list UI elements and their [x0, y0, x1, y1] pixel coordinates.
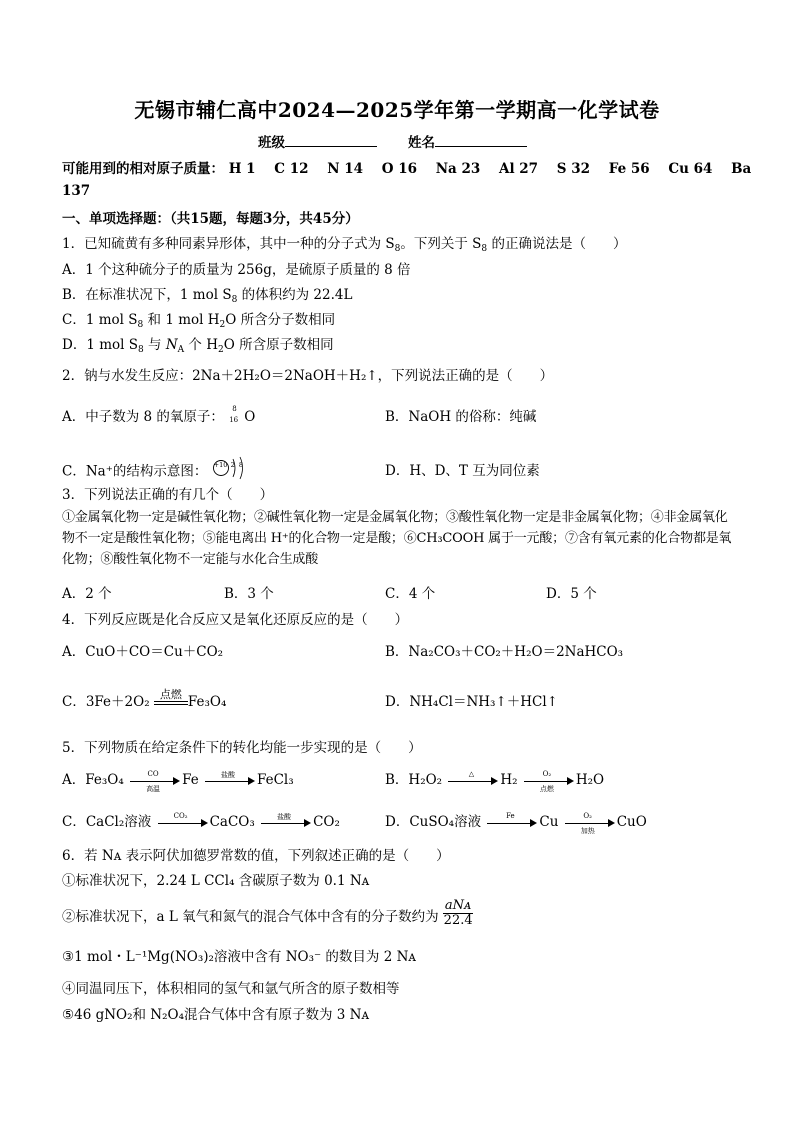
- equals-with-condition: [154, 687, 188, 710]
- subscript: 8: [481, 244, 488, 254]
- q6-statement-4: ④同温同压下，体积相同的氢气和氩气所含的原子数相等: [62, 981, 400, 997]
- mass-item: S 32: [556, 161, 591, 177]
- mass-item: C 12: [274, 161, 309, 177]
- q5-stem: 5．下列物质在给定条件下的转化均能一步实现的是（ ）: [62, 740, 422, 756]
- option-text: 和 1 mol H: [143, 312, 220, 328]
- class-field: [258, 131, 377, 151]
- q2-option-d[interactable]: D．H、D、T 互为同位素: [385, 463, 540, 479]
- species: D．CuSO₄溶液: [385, 814, 482, 830]
- reaction-arrow: [158, 811, 208, 830]
- option-text: C．Na⁺的结构示意图：: [62, 463, 208, 480]
- nuclide-notation: [228, 404, 244, 428]
- q4-option-d[interactable]: D．NH₄Cl＝NH₃↑＋HCl↑: [385, 694, 559, 710]
- name-label: 姓名: [408, 135, 435, 151]
- species: H₂: [500, 772, 518, 788]
- name-blank[interactable]: [435, 133, 527, 147]
- arrow-condition: 盐酸: [220, 770, 235, 779]
- q4-option-b[interactable]: B．Na₂CO₃＋CO₂＋H₂O＝2NaHCO₃: [385, 644, 624, 660]
- q6-statement-1: ①标准状况下，2.24 L CCl₄ 含碳原子数为 0.1 Nᴀ: [62, 873, 370, 889]
- mass-item: O 16: [381, 161, 417, 177]
- subscript: 8: [231, 295, 238, 305]
- masses-label: 可能用到的相对原子质量：: [62, 161, 224, 177]
- q1-option-c[interactable]: [62, 308, 335, 330]
- subscript: 8: [137, 320, 144, 330]
- mass-item: H 1: [228, 161, 256, 177]
- q5-option-b[interactable]: [385, 768, 605, 793]
- species: CaCO₃: [209, 814, 255, 830]
- section-heading: 一、单项选择题：（共15题，每题3分，共45分）: [62, 211, 359, 227]
- q2-option-a[interactable]: [62, 405, 255, 428]
- q3-option-a[interactable]: A．2 个: [62, 586, 112, 602]
- species: A．Fe₃O₄: [62, 772, 124, 788]
- nucleus-charge: +10: [213, 461, 228, 469]
- q3-stem: 3．下列说法正确的有几个（ ）: [62, 487, 274, 503]
- avogadro-symbol: N: [165, 337, 178, 353]
- fraction-denominator: 22.4: [443, 913, 473, 928]
- masses-cont: 137: [62, 183, 91, 199]
- arrow-condition: 加热: [580, 826, 595, 835]
- q1-stem-text: 1．已知硫黄有多种同素异形体，其中一种的分子式为 S: [62, 236, 395, 252]
- fraction: [443, 899, 473, 928]
- atomic-number: 16: [229, 415, 239, 424]
- species: Cu: [539, 814, 559, 830]
- arrow-condition: CO₂: [173, 811, 188, 820]
- option-text: Fe₃O₄: [187, 694, 227, 710]
- q5-option-d[interactable]: [385, 810, 647, 835]
- subscript: 2: [219, 320, 226, 330]
- option-text: O 所含原子数相同: [223, 337, 334, 353]
- species: FeCl₃: [256, 772, 294, 788]
- q1-stem-text: 的正确说法是（ ）: [487, 236, 627, 252]
- equals-line: [154, 701, 188, 702]
- reaction-arrow: [205, 770, 255, 788]
- mass-number: 8: [232, 404, 237, 413]
- option-text: 个 H: [184, 337, 218, 353]
- arrow-condition: O₂: [542, 769, 552, 778]
- option-text: C．3Fe＋2O₂: [62, 694, 150, 710]
- subscript: 2: [218, 345, 224, 355]
- q3-statements: ①金属氧化物一定是碱性氧化物；②碱性氧化物一定是金属氧化物；③酸性氧化物一定是非金属氧化物；④非金属氧化物不一定是酸性氧化物；⑤能电离出 H⁺的化合物一定是酸；⑥CH₃COOH 属于一元酸；⑦含有氧元素的化合物都是氧化物；⑧酸性氧化物不一定能与水化合生成酸: [62, 510, 732, 567]
- mass-item: Cu 64: [668, 161, 713, 177]
- q6-stem: 6．若 Nᴀ 表示阿伏加德罗常数的值，下列叙述正确的是（ ）: [62, 848, 450, 864]
- arrow-condition: △: [468, 769, 475, 778]
- reaction-arrow: [487, 811, 537, 830]
- species: CuO: [616, 814, 647, 830]
- mass-item: Na 23: [435, 161, 481, 177]
- species: Fe: [182, 772, 199, 788]
- exam-title: 无锡市辅仁高中2024—2025学年第一学期高一化学试卷: [134, 98, 660, 122]
- option-text: A．中子数为 8 的氧原子：: [62, 409, 224, 425]
- species: CO₂: [313, 814, 340, 830]
- option-text: 的体积约为 22.4L: [237, 287, 353, 303]
- q1-stem: [62, 232, 626, 254]
- q4-stem: 4．下列反应既是化合反应又是氧化还原反应的是（ ）: [62, 612, 409, 628]
- reaction-arrow: [130, 769, 180, 793]
- q2-stem: 2．钠与水发生反应：2Na＋2H₂O＝2NaOH＋H₂↑，下列说法正确的是（ ）: [62, 368, 554, 384]
- name-field: [408, 131, 527, 151]
- q6-statement-5: ⑤46 gNO₂和 N₂O₄混合气体中含有原子数为 3 Nᴀ: [62, 1007, 370, 1023]
- arrow-condition: 盐酸: [277, 812, 292, 821]
- reaction-condition: 点燃: [159, 687, 182, 701]
- class-blank[interactable]: [285, 133, 377, 147]
- species: H₂O: [575, 772, 605, 788]
- q5-option-a[interactable]: [62, 768, 294, 793]
- arrow-condition: 高温: [146, 784, 161, 793]
- statement-text: ②标准状况下，a L 氧气和氮气的混合气体中含有的分子数约为: [62, 909, 439, 925]
- subscript: 8: [394, 244, 401, 254]
- reaction-arrow: [565, 811, 615, 835]
- equals-line: [154, 704, 188, 705]
- mass-item: N 14: [327, 161, 364, 177]
- arrow-condition: 点燃: [539, 784, 554, 793]
- fraction-numerator: aNᴀ: [444, 898, 472, 913]
- q2-option-b[interactable]: B．NaOH 的俗称：纯碱: [385, 409, 537, 425]
- reaction-arrow: [448, 769, 498, 788]
- atomic-masses: [62, 157, 752, 177]
- q4-option-a[interactable]: A．CuO＋CO＝Cu＋CO₂: [62, 644, 224, 660]
- q6-statement-2: [62, 898, 473, 932]
- arrow-condition: CO: [147, 769, 159, 778]
- mass-item: Fe 56: [608, 161, 650, 177]
- subscript: A: [177, 345, 185, 355]
- arrow-condition: O₂: [583, 811, 592, 820]
- q1-stem-text: 。下列关于 S: [400, 236, 482, 252]
- option-text: B．在标准状况下，1 mol S: [62, 287, 232, 303]
- q3-option-c[interactable]: C．4 个: [385, 586, 436, 602]
- element-symbol: O: [244, 409, 256, 425]
- mass-item: Ba: [731, 161, 752, 177]
- option-text: C．1 mol S: [62, 312, 138, 328]
- q5-option-c[interactable]: [62, 810, 340, 830]
- q1-option-b[interactable]: [62, 283, 352, 305]
- q6-statement-3: ③1 mol・L⁻¹Mg(NO₃)₂溶液中含有 NO₃⁻ 的数目为 2 Nᴀ: [62, 949, 417, 965]
- option-text: D．1 mol S: [62, 337, 138, 353]
- reaction-arrow: [261, 812, 311, 830]
- subscript: 8: [138, 345, 144, 355]
- q3-option-b[interactable]: B．3 个: [224, 586, 274, 602]
- q1-option-a[interactable]: A．1 个这种硫分子的质量为 256g，是硫原子质量的 8 倍: [62, 262, 411, 278]
- shell-electrons: 2 8: [230, 461, 244, 469]
- mass-item: Al 27: [498, 161, 539, 177]
- q1-option-d[interactable]: [62, 333, 334, 355]
- arrow-condition: Fe: [506, 811, 515, 820]
- option-text: 与: [143, 337, 166, 353]
- species: B．H₂O₂: [385, 772, 443, 788]
- q3-option-d[interactable]: D．5 个: [546, 586, 597, 602]
- option-text: O 所含分子数相同: [225, 312, 336, 328]
- species: C．CaCl₂溶液: [62, 814, 152, 830]
- q4-option-c[interactable]: [62, 687, 227, 710]
- class-label: 班级: [258, 135, 285, 151]
- reaction-arrow: [524, 769, 574, 793]
